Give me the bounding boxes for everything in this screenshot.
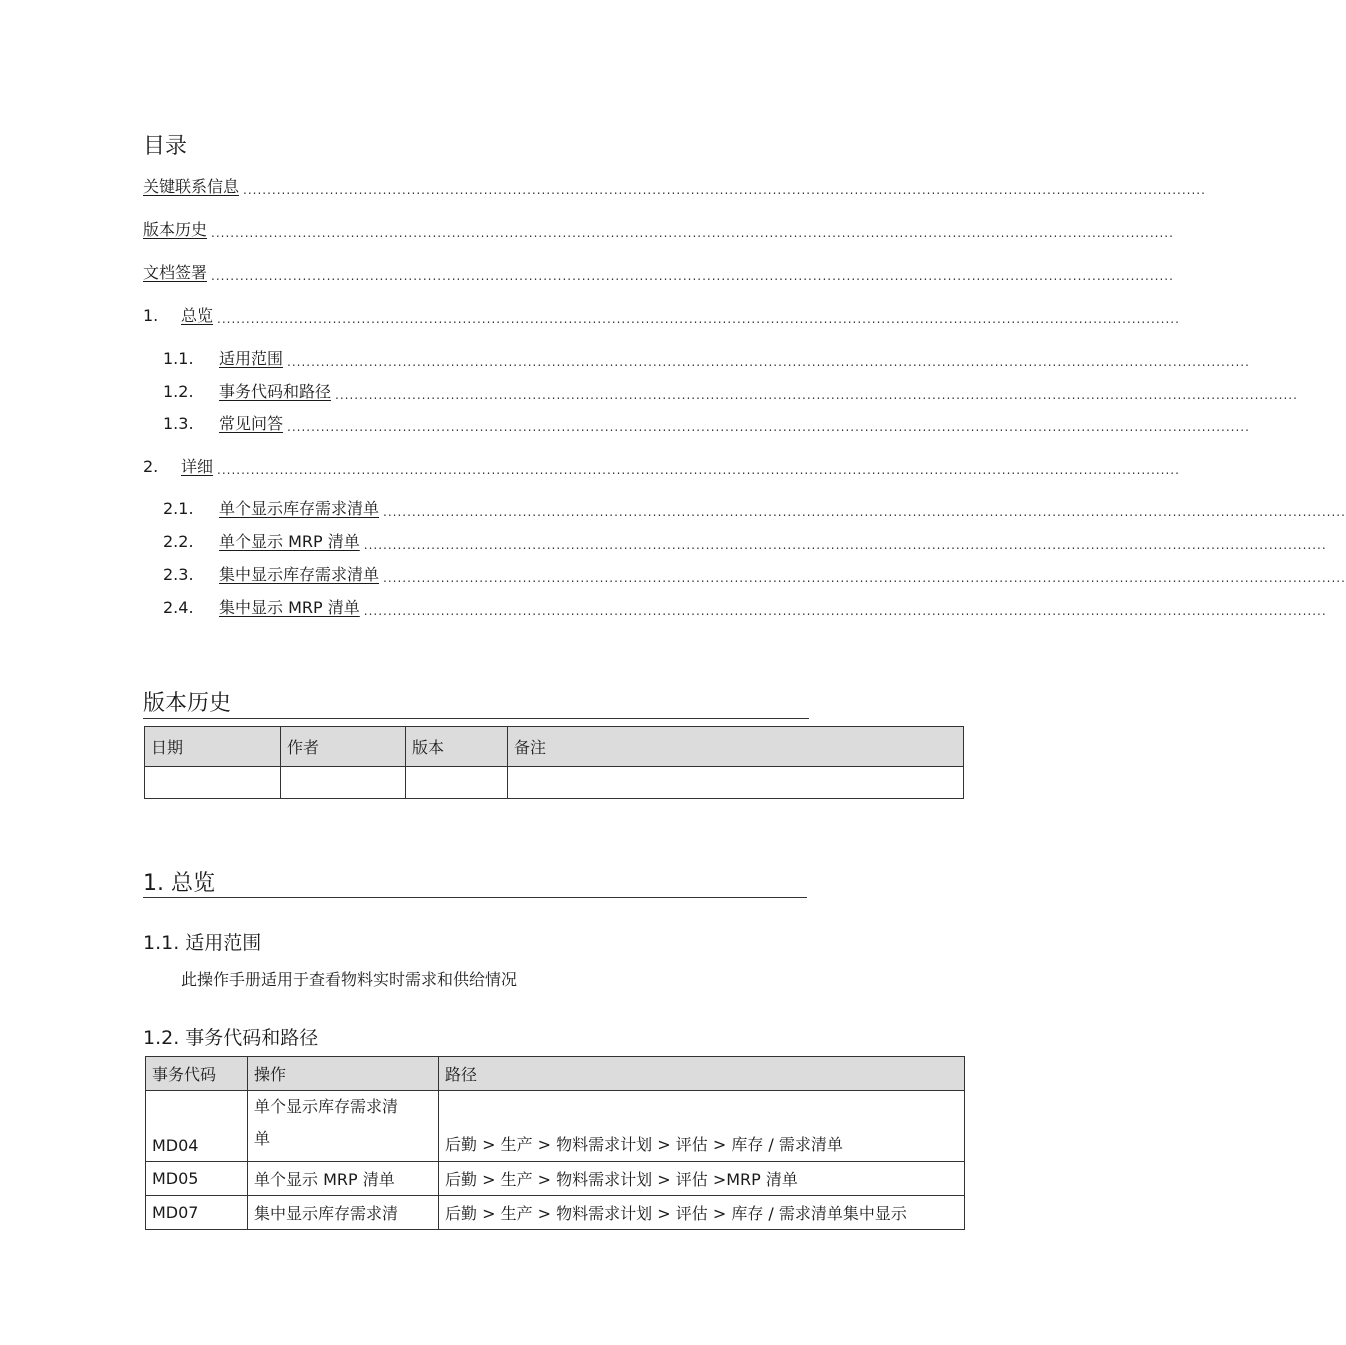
toc-entry-label: 2. 详细	[143, 457, 214, 476]
column-header: 日期	[145, 727, 281, 767]
scope-text: 此操作手册适用于查看物料实时需求和供给情况	[181, 970, 518, 989]
heading-rule	[143, 897, 807, 898]
column-header: 操作	[248, 1057, 439, 1091]
toc-leader-dots: ........................................................................................................................................................................................................	[335, 388, 1298, 402]
toc-leader-dots: ........................................................................................................................................................................................................	[287, 355, 1250, 369]
toc-entry-label: 1.1. 适用范围	[163, 349, 284, 368]
table-cell[interactable]	[508, 767, 964, 799]
toc-entry-single-mrp[interactable]	[163, 531, 1327, 553]
toc-entry-label: 2.2. 单个显示 MRP 清单	[163, 532, 360, 551]
toc-leader-dots: ........................................................................................................................................................................................................	[211, 269, 1174, 283]
operation-cell: 单个显示 MRP 清单	[248, 1162, 439, 1196]
overview-heading: 1. 总览	[143, 871, 215, 896]
table-cell[interactable]	[281, 767, 406, 799]
toc-entry-label: 1.3. 常见问答	[163, 414, 284, 433]
toc-leader-dots: ........................................................................................................................................................................................................	[217, 312, 1180, 326]
toc-leader-dots: ........................................................................................................................................................................................................	[383, 571, 1346, 585]
column-header: 路径	[439, 1057, 965, 1091]
toc-entry-collective-stock[interactable]	[163, 564, 1346, 586]
heading-rule	[143, 718, 809, 719]
toc-leader-dots: ........................................................................................................................................................................................................	[383, 505, 1346, 519]
toc-leader-dots: ........................................................................................................................................................................................................	[211, 226, 1174, 240]
table-row	[146, 1162, 965, 1196]
toc-entry-label: 1.2. 事务代码和路径	[163, 382, 332, 401]
path-cell: 后勤 > 生产 > 物料需求计划 > 评估 > 库存 / 需求清单	[439, 1091, 965, 1162]
table-row	[145, 767, 964, 799]
toc-entry-contacts[interactable]	[143, 176, 1206, 198]
tcode-heading: 1.2. 事务代码和路径	[143, 1027, 319, 1049]
toc-entry-tcodes[interactable]	[163, 381, 1298, 403]
tcode-cell: MD07	[146, 1196, 248, 1230]
toc-entry-label: 2.3. 集中显示库存需求清单	[163, 565, 380, 584]
table-header-row	[146, 1057, 965, 1091]
path-cell: 后勤 > 生产 > 物料需求计划 > 评估 >MRP 清单	[439, 1162, 965, 1196]
toc-entry-collective-mrp[interactable]	[163, 597, 1327, 619]
tcode-table	[145, 1056, 965, 1230]
tcode-cell: MD05	[146, 1162, 248, 1196]
table-header-row	[145, 727, 964, 767]
table-cell[interactable]	[145, 767, 281, 799]
toc-entry-faq[interactable]	[163, 413, 1250, 435]
toc-leader-dots: ........................................................................................................................................................................................................	[243, 183, 1206, 197]
toc-entry-label: 1. 总览	[143, 306, 214, 325]
table-cell[interactable]	[406, 767, 508, 799]
version-history-table	[144, 726, 964, 799]
column-header: 版本	[406, 727, 508, 767]
toc-entry-label: 关键联系信息	[143, 177, 240, 196]
version-history-heading: 版本历史	[143, 691, 232, 716]
toc-entry-label: 2.4. 集中显示 MRP 清单	[163, 598, 360, 617]
toc-leader-dots: ........................................................................................................................................................................................................	[217, 463, 1180, 477]
column-header: 作者	[281, 727, 406, 767]
column-header: 备注	[508, 727, 964, 767]
toc-leader-dots: ........................................................................................................................................................................................................	[363, 538, 1327, 552]
toc-entry-version-history[interactable]	[143, 219, 1174, 241]
table-row	[146, 1091, 965, 1162]
toc-entry-scope[interactable]	[163, 348, 1250, 370]
toc-entry-sign-off[interactable]	[143, 262, 1174, 284]
toc-leader-dots: ........................................................................................................................................................................................................	[287, 420, 1250, 434]
table-row	[146, 1196, 965, 1230]
toc-entry-label: 2.1. 单个显示库存需求清单	[163, 499, 380, 518]
scope-heading: 1.1. 适用范围	[143, 932, 262, 954]
toc-entry-label: 版本历史	[143, 220, 208, 239]
column-header: 事务代码	[146, 1057, 248, 1091]
toc-title: 目录	[143, 134, 188, 159]
toc-entry-overview[interactable]	[143, 305, 1180, 327]
operation-cell: 单个显示库存需求清 单	[248, 1091, 439, 1162]
operation-cell: 集中显示库存需求清	[248, 1196, 439, 1230]
path-cell: 后勤 > 生产 > 物料需求计划 > 评估 > 库存 / 需求清单集中显示	[439, 1196, 965, 1230]
toc-entry-label: 文档签署	[143, 263, 208, 282]
toc-leader-dots: ........................................................................................................................................................................................................	[363, 604, 1327, 618]
tcode-cell: MD04	[146, 1091, 248, 1162]
toc-entry-single-stock[interactable]	[163, 498, 1346, 520]
toc-entry-details[interactable]	[143, 456, 1180, 478]
